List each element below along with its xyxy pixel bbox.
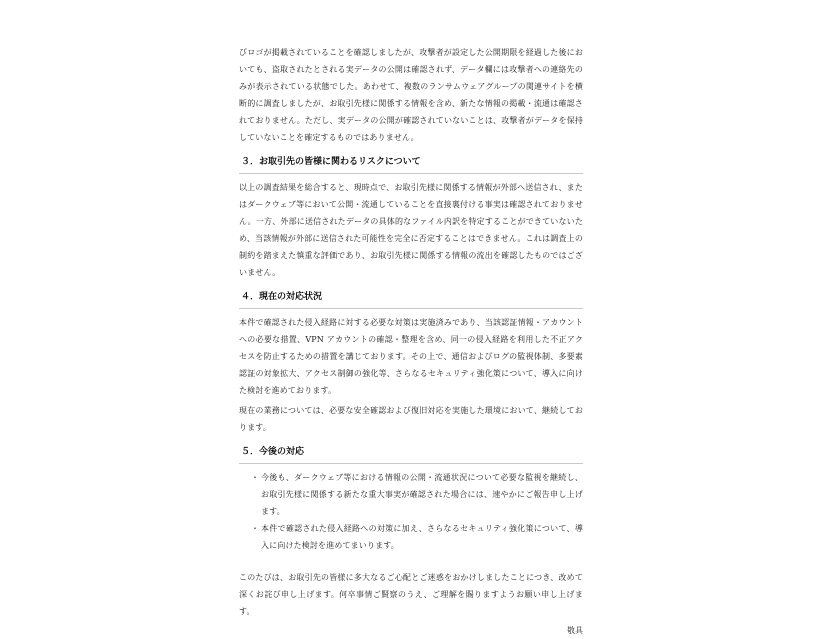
section-current-status bbox=[239, 290, 583, 436]
list-item bbox=[239, 469, 583, 520]
list-item-text: 本件で確認された侵入経路への対策に加え、さらなるセキュリティ強化策について、導入に向けた検討を進めてまいります。 bbox=[261, 524, 583, 550]
document-page bbox=[239, 44, 583, 639]
bullet-icon: ・ bbox=[251, 473, 260, 482]
future-actions-list bbox=[239, 469, 583, 554]
current-status-paragraph-1: 本件で確認された侵入経路に対する必要な対策は実施済みであり、当該認証情報・アカウントへの必要な措置、VPN アカウントの確認・整理を含め、同一の侵入経路を利用した不正アクセスを防止するための措置を講じております。その上で、通信およびログの監視体制、多要素認証の対象拡大、アクセス制御の強化等、さらなるセキュリティ強化策について、導入に向けた検討を進めております。 bbox=[239, 318, 583, 395]
section-future-actions bbox=[239, 445, 583, 554]
section-heading-risk: ３．お取引先の皆様に関わるリスクについて bbox=[239, 155, 583, 174]
list-item-text: 今後も、ダークウェブ等における情報の公開・流通状況について必要な監視を継続し、お取引先様に関係する新たな重大事実が確認された場合には、速やかにご報告申し上げます。 bbox=[261, 473, 583, 516]
closing-paragraph: このたびは、お取引先の皆様に多大なるご心配とご迷惑をおかけしましたことにつき、改めて深くお詫び申し上げます。何卒事情ご賢察のうえ、ご理解を賜りますようお願い申し上げます。 bbox=[239, 573, 583, 616]
section-risk bbox=[239, 155, 583, 281]
current-status-paragraph-2: 現在の業務については、必要な安全確認および復旧対応を実施した環境において、継続しております。 bbox=[239, 406, 583, 432]
bullet-icon: ・ bbox=[251, 524, 260, 533]
signoff: 敬具 bbox=[567, 626, 583, 635]
intro-paragraph: びロゴが掲載されていることを確認しましたが、攻撃者が設定した公開期限を経過した後においても、盗取されたとされる実データの公開は確認されず、データ欄には攻撃者への連絡先のみが表示されている状態でした。あわせて、複数のランサムウェアグループの関連サイトを横断的に調査しましたが、お取引先様に関係する情報を含め、新たな情報の掲載・流通は確認されておりません。ただし、実データの公開が確認されていないことは、攻撃者がデータを保持していないことを確定するものではありません。 bbox=[239, 48, 583, 142]
list-item bbox=[239, 520, 583, 554]
risk-paragraph: 以上の調査結果を総合すると、現時点で、お取引先様に関係する情報が外部へ送信され、またはダークウェブ等において公開・流通していることを直接裏付ける事実は確認されておりません。一方、外部に送信されたデータの具体的なファイル内訳を特定することができていないため、当該情報が外部に送信された可能性を完全に否定することはできません。これは調査上の制約を踏まえた慎重な評価であり、お取引先様に関係する情報の流出を確認したものではございません。 bbox=[239, 183, 583, 277]
section-heading-current-status: ４．現在の対応状況 bbox=[239, 290, 583, 309]
section-heading-future-actions: ５．今後の対応 bbox=[239, 445, 583, 464]
